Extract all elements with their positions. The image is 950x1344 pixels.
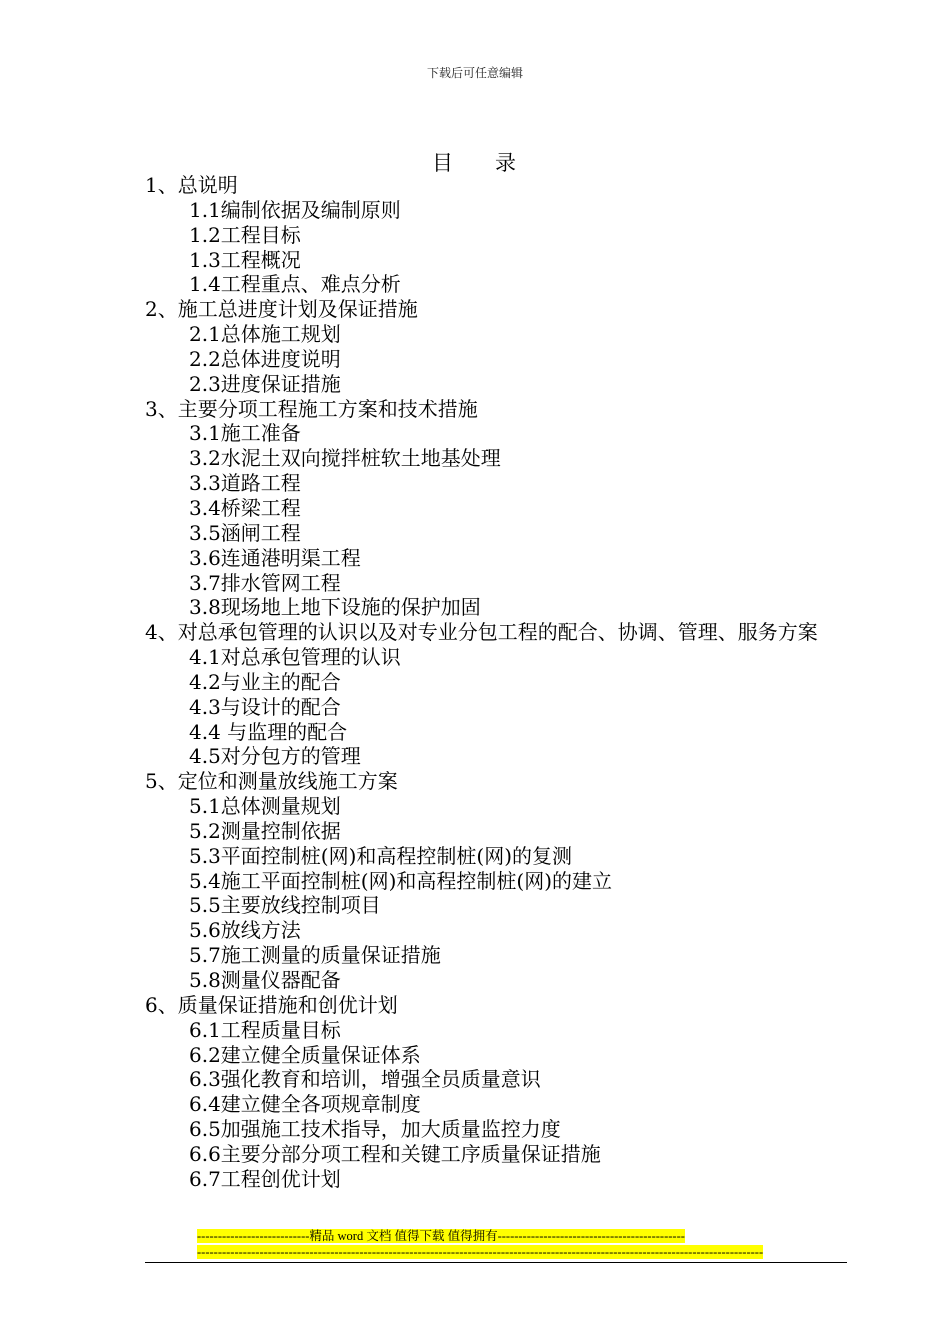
toc-section: 6.2建立健全质量保证体系 bbox=[189, 1042, 421, 1067]
toc-chapter: 1、总说明 bbox=[145, 173, 238, 197]
toc-section: 2.3进度保证措施 bbox=[189, 371, 341, 396]
toc-section: 5.7施工测量的质量保证措施 bbox=[189, 943, 441, 968]
toc-section: 5.3平面控制桩(网)和高程控制桩(网)的复测 bbox=[189, 843, 573, 868]
footer-banner-line-1 bbox=[197, 1229, 795, 1244]
footer-banner-text-1: ---------------------------精品 word 文档 值得下载 值得拥有--------------------------------------------- bbox=[197, 1229, 685, 1243]
toc-section: 6.6主要分部分项工程和关键工序质量保证措施 bbox=[189, 1141, 601, 1166]
toc-chapter: 4、对总承包管理的认识以及对专业分包工程的配合、协调、管理、服务方案 bbox=[145, 620, 818, 645]
toc-section: 3.2水泥土双向搅拌桩软土地基处理 bbox=[189, 446, 501, 471]
toc-section: 1.1编制依据及编制原则 bbox=[189, 197, 401, 222]
toc-chapter: 6、质量保证措施和创优计划 bbox=[145, 992, 398, 1017]
toc-section: 5.6放线方法 bbox=[189, 918, 301, 943]
toc-section: 4.2与业主的配合 bbox=[189, 669, 341, 694]
footer-banner-text-2: ---------------------------------------------------------------------------------------------------------------------------------------- bbox=[197, 1245, 764, 1259]
toc-section: 2.2总体进度说明 bbox=[189, 346, 341, 371]
toc-section: 1.2工程目标 bbox=[189, 222, 301, 247]
toc-section: 5.4施工平面控制桩(网)和高程控制桩(网)的建立 bbox=[189, 868, 613, 893]
toc-section: 3.5涵闸工程 bbox=[189, 520, 301, 545]
toc-section: 5.5主要放线控制项目 bbox=[189, 893, 381, 918]
toc-section: 3.6连通港明渠工程 bbox=[189, 545, 361, 570]
toc-section: 3.4桥梁工程 bbox=[189, 495, 301, 520]
toc-section: 4.4 与监理的配合 bbox=[189, 719, 348, 744]
toc-chapter: 5、定位和测量放线施工方案 bbox=[145, 769, 398, 794]
toc-section: 6.7工程创优计划 bbox=[189, 1166, 341, 1191]
toc-section: 4.1对总承包管理的认识 bbox=[189, 645, 401, 670]
toc-section: 3.7排水管网工程 bbox=[189, 570, 341, 595]
toc-section: 4.3与设计的配合 bbox=[189, 694, 341, 719]
toc-chapter: 2、施工总进度计划及保证措施 bbox=[145, 297, 418, 322]
footer-divider bbox=[145, 1262, 847, 1263]
toc-section: 5.2测量控制依据 bbox=[189, 818, 341, 843]
toc-chapter: 3、主要分项工程施工方案和技术措施 bbox=[145, 396, 478, 421]
toc-section: 1.3工程概况 bbox=[189, 247, 301, 272]
toc-section: 4.5对分包方的管理 bbox=[189, 744, 361, 769]
toc-section: 3.3道路工程 bbox=[189, 471, 301, 496]
toc-section: 5.1总体测量规划 bbox=[189, 794, 341, 819]
toc-section: 5.8测量仪器配备 bbox=[189, 968, 341, 992]
toc-section: 6.4建立健全各项规章制度 bbox=[189, 1092, 421, 1117]
footer-banner-line-2 bbox=[197, 1245, 795, 1260]
toc-section: 2.1总体施工规划 bbox=[189, 322, 341, 347]
header-note: 下载后可任意编辑 bbox=[426, 66, 523, 80]
toc-section: 6.5加强施工技术指导，加大质量监控力度 bbox=[189, 1117, 561, 1142]
toc-section: 1.4工程重点、难点分析 bbox=[189, 272, 401, 297]
toc-section: 6.3强化教育和培训，增强全员质量意识 bbox=[189, 1067, 541, 1092]
table-of-contents bbox=[145, 173, 855, 1192]
toc-section: 3.1施工准备 bbox=[189, 421, 301, 446]
toc-section: 3.8现场地上地下设施的保护加固 bbox=[189, 595, 481, 620]
toc-section: 6.1工程质量目标 bbox=[189, 1017, 341, 1042]
toc-title: 目录 bbox=[432, 151, 558, 175]
